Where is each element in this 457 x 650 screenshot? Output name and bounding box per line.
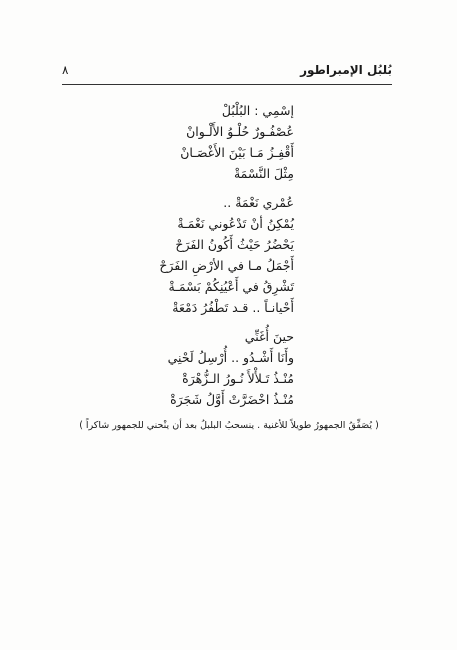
poem-line: وأَنَا أَشْـدُو .. أُرْسِلُ لَحْنِي xyxy=(167,350,294,365)
running-title: بُلبُل الإمبراطور xyxy=(300,63,392,77)
poem-line: مِثْلَ النَّسْمَةْ xyxy=(233,166,294,181)
poem-line: أَقْفِـزُ مَـا بَيْنَ الأَغْصَـانْ xyxy=(180,145,294,160)
stanza-3 xyxy=(94,326,294,410)
header-divider xyxy=(62,84,392,85)
stanza-2 xyxy=(94,192,294,318)
poem-line: حينَ أُغَنِّي xyxy=(244,329,294,344)
poem-line: تَشْرِقُ في أَعْيُنِكُمْ بَسْمَـةْ xyxy=(168,279,294,294)
poem-line: إسْمِي : البُلْبُلْ xyxy=(221,103,294,118)
poem-line: عُمْري نَغْمَةْ .. xyxy=(223,195,294,210)
poem-line: يُمْكِنُ أنْ تَدْعُوني نَغْمَـةْ xyxy=(177,216,294,231)
poem-line: أَجْمَلُ مـا في الأرْضِ الفَرَحْ xyxy=(159,258,294,273)
poem-line: مُنْـذُ اخْضَرَّتْ أَوَّلُ شَجَرَةْ xyxy=(170,392,294,407)
stage-direction: ( يُصَفِّقُ الجمهورُ طويلاً للأغنية . ينسحبُ البلبلُ بعد أن ينْحني للجمهور شاكراً ) xyxy=(79,420,379,431)
stanza-gap xyxy=(94,184,294,192)
stanza-gap xyxy=(94,318,294,326)
page-number: ٨ xyxy=(62,63,69,77)
poem-text xyxy=(94,100,294,410)
running-header xyxy=(62,60,392,82)
poem-line: أَحْيانـاً .. قـد تَطْفُرُ دَمْعَةْ xyxy=(172,300,294,315)
poem-line: عُصْفُـورٌ حُلْـوُ الأَلْـوانْ xyxy=(186,124,294,139)
poem-line: يَحْضُرُ حَيْثُ أَكُونُ الفَرَحْ xyxy=(175,237,294,252)
stanza-1 xyxy=(94,100,294,184)
poem-line: مُنْـذُ تَـلأْلأَ نُـورُ الـزُّهْرَةْ xyxy=(182,371,294,386)
